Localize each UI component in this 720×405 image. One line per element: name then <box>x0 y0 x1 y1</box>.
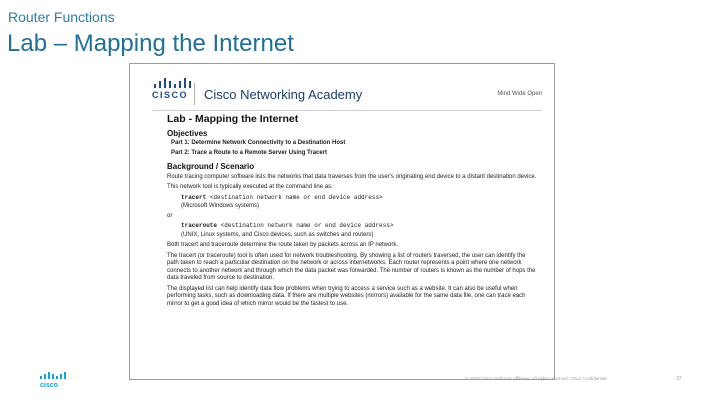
command-line <box>181 194 537 202</box>
lab-title: Lab - Mapping the Internet <box>167 113 299 125</box>
paragraph: This network tool is typically executed at the command line as: <box>167 184 333 190</box>
command-note: (UNIX, Linux systems, and Cisco devices, such as switches and routers) <box>181 231 374 238</box>
header-separator <box>194 83 195 105</box>
or-text: or <box>167 212 173 219</box>
slide-subtitle: Router Functions <box>8 9 115 25</box>
paragraph: Route tracing computer software lists the networks that data traverses from the user's originating end device to a distant destination device. <box>167 173 537 180</box>
document-header <box>130 64 554 104</box>
svg-text:cisco: cisco <box>40 382 58 388</box>
paragraph: The tracert (or traceroute) tool is often used for network troubleshooting. By showing a list of routers traversed, the user can identify the path taken to reach a particular destination on the network or across internetworks. Each router represents a point where one network connects to another network and through which the data packet was forwarded. The number of routers is known as the number of hops the data traveled from source to destination. <box>167 252 536 281</box>
document-body <box>167 113 537 310</box>
objective-item: Part 2: Trace a Route to a Remote Server Using Tracert <box>171 149 328 156</box>
command-args: <destination network name or end device address> <box>206 193 383 201</box>
header-rule <box>152 110 542 111</box>
objective-item: Part 1: Determine Network Connectivity to a Destination Host <box>171 140 346 146</box>
objectives-heading: Objectives <box>167 128 208 138</box>
slide-title: Lab – Mapping the Internet <box>7 30 294 57</box>
paragraph: Both tracert and traceroute determine the route taken by packets across an IP network. <box>167 242 399 248</box>
command-args: <destination network name or end device address> <box>217 222 394 229</box>
command-line <box>181 222 537 230</box>
cisco-logo-icon <box>154 78 194 90</box>
tagline: Mind Wide Open <box>497 91 542 97</box>
paragraph: The displayed list can help identify data flow problems when trying to access a service such as a website. It can also be useful when performing tasks, such as downloading data. If there are multiple websites (mirrors) available for the same data file, one can trace each mirror to get a good idea of which mirror would be the fastest to use. <box>167 285 526 307</box>
command-note: (Microsoft Windows systems) <box>181 203 260 209</box>
cisco-corner-logo-icon <box>40 372 68 388</box>
command-name: tracert <box>181 193 207 201</box>
command-name: traceroute <box>181 222 218 229</box>
background-heading: Background / Scenario <box>167 162 255 171</box>
page-number: 37 <box>676 376 682 382</box>
document-image <box>129 63 555 380</box>
cisco-wordmark: CISCO <box>152 90 189 100</box>
copyright-footer: © 2016 Cisco and/or its affiliates. All rights reserved. Cisco Confidential <box>465 376 607 381</box>
academy-name: Cisco Networking Academy <box>204 87 363 102</box>
